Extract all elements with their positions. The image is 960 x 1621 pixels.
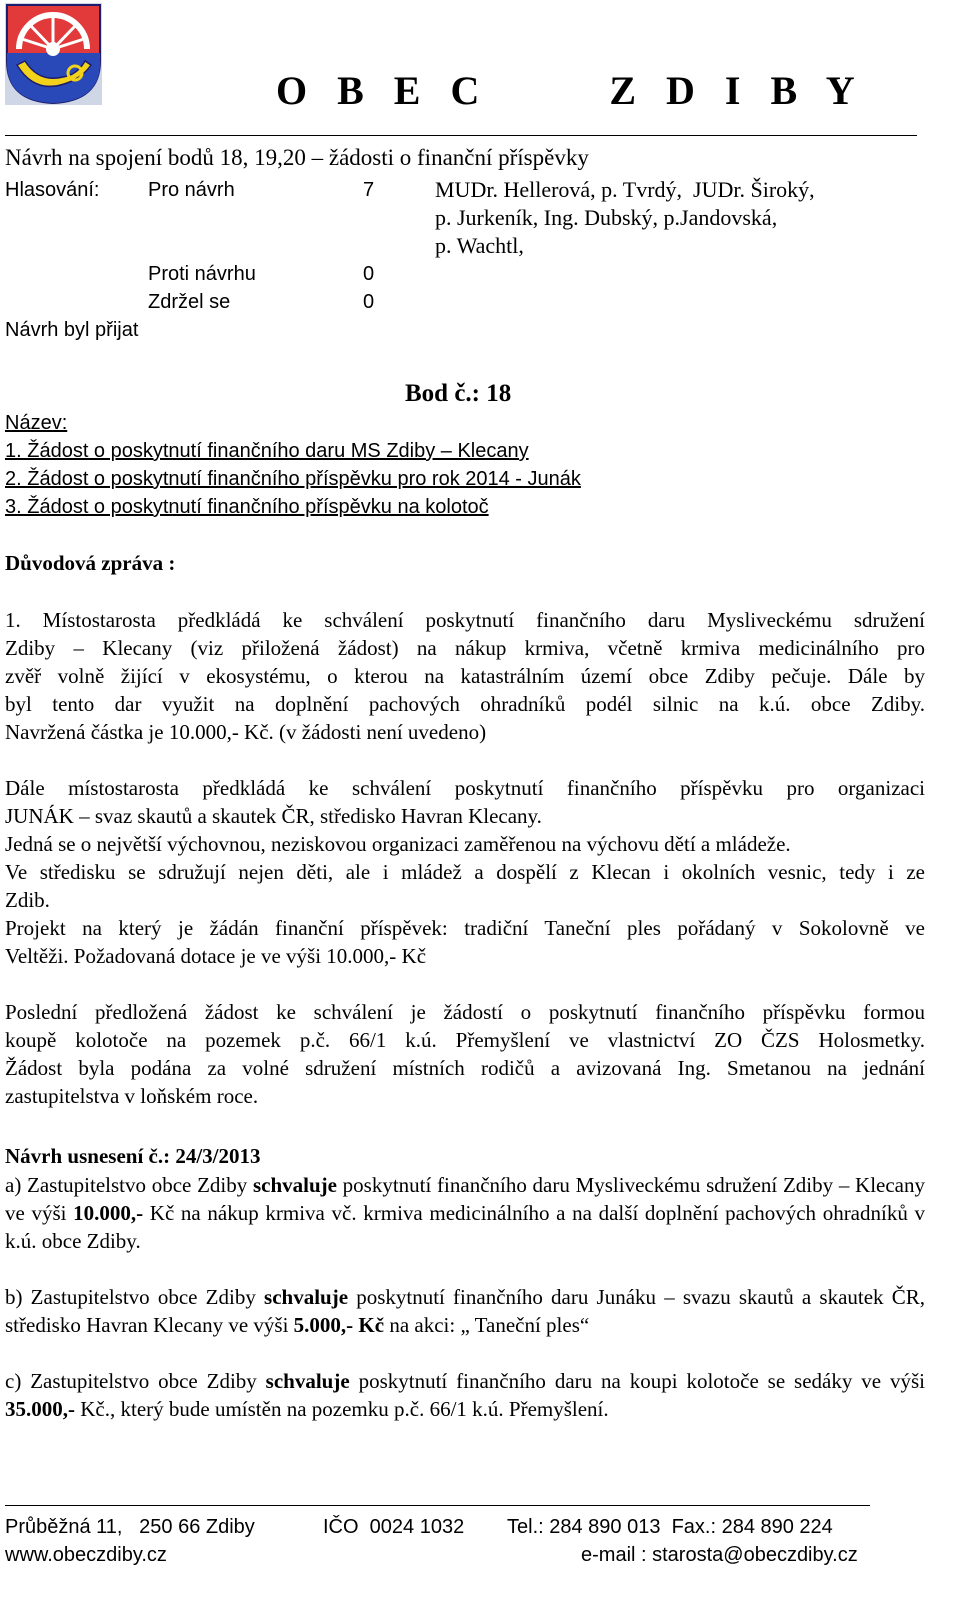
vote-label: Hlasování:: [5, 179, 100, 201]
text-line: Zdiby – Klecany (viz přiložená žádost) na nákup krmiva, včetně krmiva medicinálního pro: [5, 636, 925, 660]
resolution-text: poskytnutí finančního daru Mysliveckému sdružení Zdiby – Klecany ve výši: [5, 1173, 926, 1225]
resolution-verb: schvaluje: [265, 1369, 350, 1393]
text-line: Žádost byla podána za volné sdružení místních rodičů a avizovaná Ing. Smetanou na jednání: [5, 1056, 925, 1080]
resolution-text: na akci: „ Taneční ples“: [384, 1313, 590, 1337]
motion-heading: Návrh na spojení bodů 18, 19,20 – žádosti o finanční příspěvky: [5, 145, 589, 170]
footer-address: Průběžná 11, 250 66 Zdiby: [5, 1516, 255, 1538]
text-line: Jedná se o největší výchovnou, neziskovou organizaci zaměřenou na výchovu dětí a mládeže.: [5, 832, 791, 856]
report-paragraph-2: [5, 774, 925, 970]
text-line: Veltěži. Požadovaná dotace je ve výši 10.000,- Kč: [5, 944, 427, 968]
report-label: Důvodová zpráva :: [5, 551, 176, 575]
footer-ico: IČO 0024 1032: [323, 1516, 465, 1538]
resolution-text: Kč., který bude umístěn na pozemku p.č. 66/1 k.ú. Přemyšlení.: [75, 1397, 609, 1421]
resolution-amount: 5.000,- Kč: [293, 1313, 385, 1337]
vote-for-count: 7: [363, 179, 375, 201]
text-line: Navržená částka je 10.000,- Kč. (v žádosti není uvedeno): [5, 720, 487, 744]
report-paragraph-1: [5, 606, 925, 746]
vote-for-label: Pro návrh: [148, 179, 235, 201]
text-line: Dále místostarosta předkládá ke schválení poskytnutí finančního příspěvku pro organizaci: [5, 776, 925, 800]
resolution-text: b) Zastupitelstvo obce Zdiby: [5, 1285, 265, 1309]
text-line: zastupitelstva v loňském roce.: [5, 1084, 259, 1108]
resolution-b: [5, 1283, 925, 1339]
vote-against-count: 0: [363, 263, 375, 285]
resolution-verb: schvaluje: [264, 1285, 349, 1309]
text-line: Zdib.: [5, 888, 50, 912]
resolution-verb: schvaluje: [252, 1173, 337, 1197]
item-name: 2. Žádost o poskytnutí finančního příspěvku pro rok 2014 - Junák: [5, 468, 581, 490]
municipal-coat-of-arms-icon: [5, 3, 102, 105]
agenda-item-number: Bod č.: 18: [405, 380, 512, 407]
vote-result: Návrh byl přijat: [5, 319, 139, 341]
text-line: Projekt na který je žádán finanční příspěvek: tradiční Taneční ples pořádaný v Sokolovně ve: [5, 916, 925, 940]
vote-abstain-count: 0: [363, 291, 375, 313]
resolution-heading: Návrh usnesení č.: 24/3/2013: [5, 1144, 261, 1168]
resolution-c: [5, 1367, 925, 1423]
text-line: 1. Místostarosta předkládá ke schválení poskytnutí finančního daru Mysliveckému sdružení: [5, 608, 925, 632]
resolution-text: c) Zastupitelstvo obce Zdiby: [5, 1369, 266, 1393]
resolution-text: Kč na nákup krmiva vč. krmiva medicinálního a na další doplnění pachových ohradníků v k.ú. obce Zdiby.: [5, 1201, 925, 1253]
resolution-text: a) Zastupitelstvo obce Zdiby: [5, 1173, 253, 1197]
resolution-text: poskytnutí finančního daru Junáku – svazu skautů a skautek ČR, středisko Havran Klecany ve výši: [5, 1285, 925, 1337]
municipality-title: O B E C Z D I B Y: [276, 68, 865, 113]
resolution-text: poskytnutí finančního daru na koupi kolotoče se sedáky ve výši: [349, 1369, 925, 1393]
footer-website-link[interactable]: www.obeczdiby.cz: [5, 1544, 167, 1566]
report-paragraph-3: [5, 998, 925, 1110]
resolution-amount: 35.000,-: [5, 1397, 75, 1421]
item-name: 3. Žádost o poskytnutí finančního příspěvku na kolotoč: [5, 496, 489, 518]
footer-phone: Tel.: 284 890 013 Fax.: 284 890 224: [507, 1516, 833, 1538]
vote-against-label: Proti návrhu: [148, 263, 256, 285]
resolution-amount: 10.000,-: [73, 1201, 144, 1225]
header-divider: [5, 135, 917, 136]
text-line: Ve středisku se sdružují nejen děti, ale i mládež a dospělí z Klecan i okolních vesnic, tedy i ze: [5, 860, 925, 884]
text-line: Poslední předložená žádost ke schválení je žádostí o poskytnutí finančního příspěvku formou: [5, 1000, 925, 1024]
text-line: koupě kolotoče na pozemek p.č. 66/1 k.ú. Přemyšlení ve vlastnictví ZO ČZS Holosmetky.: [5, 1028, 925, 1052]
voter-names-line: MUDr. Hellerová, p. Tvrdý, JUDr. Široký,: [435, 177, 815, 202]
voter-names-line: p. Jurkeník, Ing. Dubský, p.Jandovská,: [435, 205, 778, 230]
text-line: JUNÁK – svaz skautů a skautek ČR, středisko Havran Klecany.: [5, 804, 542, 828]
footer-divider: [5, 1505, 870, 1506]
text-line: zvěř volně žijící v ekosystému, o kterou na katastrálním území obce Zdiby pečuje. Dále by: [5, 664, 925, 688]
voter-names-line: p. Wachtl,: [435, 233, 524, 258]
resolution-a: [5, 1171, 925, 1255]
footer-email-link[interactable]: e-mail : starosta@obeczdiby.cz: [581, 1544, 858, 1566]
name-label: Název:: [5, 412, 68, 434]
text-line: byl tento dar využit na doplnění pachových ohradníků podél silnic na k.ú. obce Zdiby.: [5, 692, 925, 716]
item-name: 1. Žádost o poskytnutí finančního daru MS Zdiby – Klecany: [5, 440, 529, 462]
vote-abstain-label: Zdržel se: [148, 291, 231, 313]
